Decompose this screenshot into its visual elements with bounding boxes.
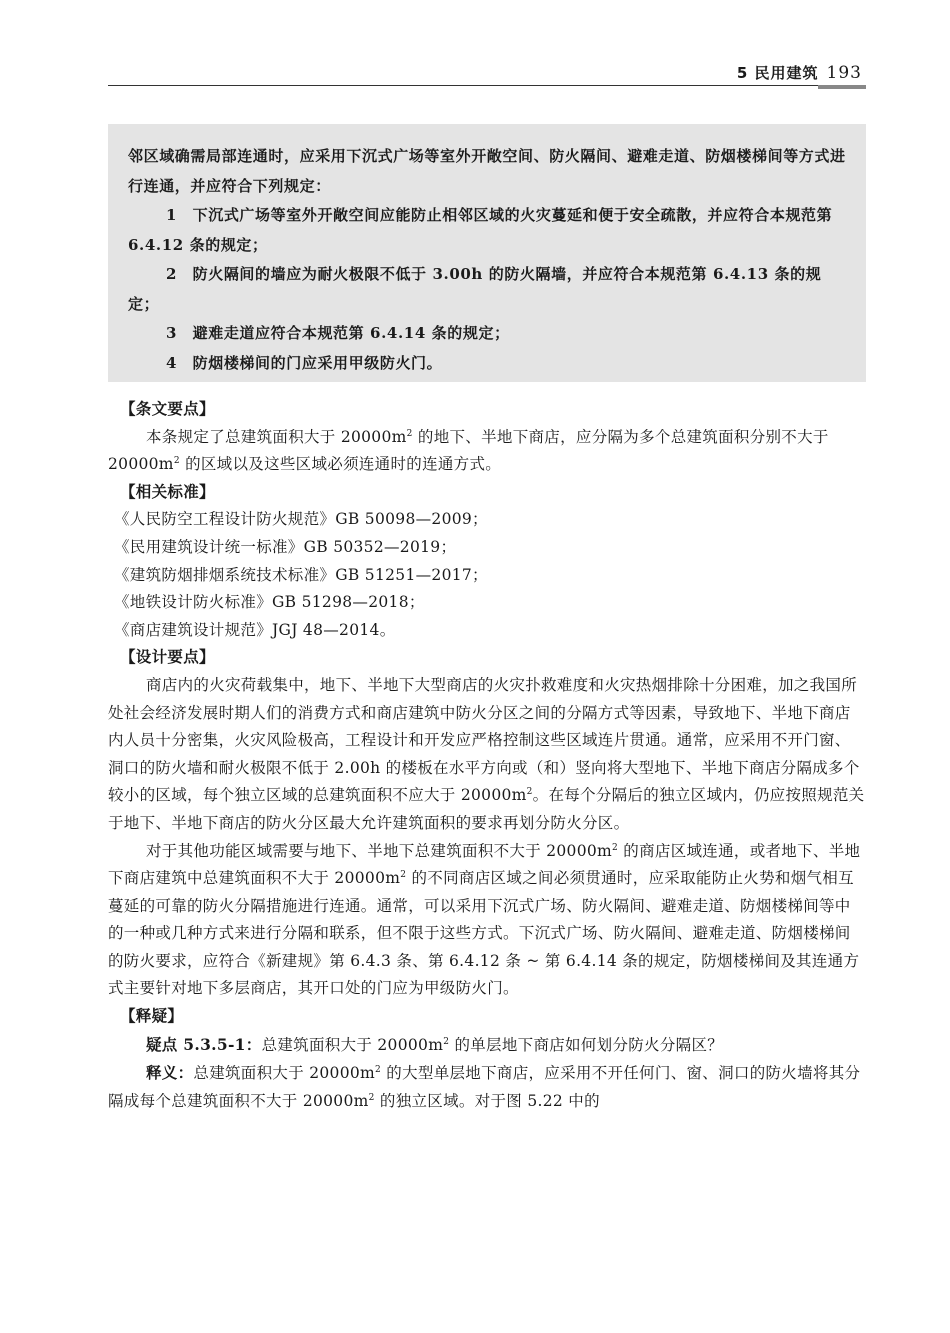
- page-number: 193: [826, 63, 862, 83]
- clause-item-2: 2 防火隔间的墙应为耐火极限不低于 3.00h 的防火隔墙，并应符合本规范第 6.4.13 条的规定；: [128, 265, 822, 313]
- chapter-title: 5 民用建筑: [736, 64, 819, 82]
- standard-item: 《地铁设计防火标准》GB 51298—2018；: [114, 593, 425, 612]
- answer-paragraph: 释义：总建筑面积大于 $20000m^2$ 的大型单层地下商店，应采用不开任何门、窗、洞口的防火墙将其分隔成每个总建筑面积不大于 $20000m^2$ 的独立区域。对于图 5.22 中的: [108, 1063, 861, 1110]
- section-title-design: 【设计要点】: [120, 648, 215, 667]
- standard-item: 《人民防空工程设计防火规范》GB 50098—2009；: [114, 510, 488, 529]
- clause-item-1: 1 下沉式广场等室外开敞空间应能防止相邻区域的火灾蔓延和便于安全疏散，并应符合本规范第 6.4.12 条的规定；: [128, 206, 833, 254]
- section-title-qa: 【释疑】: [120, 1007, 184, 1026]
- commentary-body: [108, 396, 866, 1115]
- standard-item: 《商店建筑设计规范》JGJ 48—2014。: [114, 620, 396, 639]
- clause-item-4: 4 防烟楼梯间的门应采用甲级防火门。: [166, 353, 443, 372]
- clause-line: 邻区域确需局部连通时，应采用下沉式广场等室外开敞空间、防火隔间、避难走道、防烟楼梯间等方式进行连通，并应符合下列规定：: [128, 147, 846, 195]
- clause-item-3: 3 避难走道应符合本规范第 6.4.14 条的规定；: [166, 324, 510, 342]
- running-header: [108, 60, 866, 86]
- standard-item: 《建筑防烟排烟系统技术标准》GB 51251—2017；: [114, 565, 488, 584]
- header-rule: [108, 85, 866, 86]
- question-paragraph: 疑点 5.3.5-1：总建筑面积大于 $20000m^2$ 的单层地下商店如何划分防火分隔区？: [146, 1034, 724, 1054]
- header-accent-bar: [818, 85, 866, 89]
- section-title-related: 【相关标准】: [120, 482, 215, 501]
- clause-text-box: [108, 124, 866, 382]
- standard-item: 《民用建筑设计统一标准》GB 50352—2019；: [114, 537, 457, 556]
- section-title-key-points: 【条文要点】: [120, 400, 215, 418]
- header-text: [737, 62, 862, 83]
- key-points-paragraph: 本条规定了总建筑面积大于 $20000m^2$ 的地下、半地下商店，应分隔为多个总建筑面积分别不大于 $20000m^2$ 的区域以及这些区域必须连通时的连通方式。: [108, 427, 829, 474]
- design-paragraph-2: 对于其他功能区域需要与地下、半地下总建筑面积不大于 $20000m^2$ 的商店区域连通，或者地下、半地下商店建筑中总建筑面积不大于 $20000m^2$ 的不同商店区域之间必须贯通时，应采取能防止火势和烟气相互蔓延的可靠的防火分隔措施进行连通。通常，可以采用下沉式广场、防火隔间、避难走道、防烟楼梯间等中的一种或几种方式来进行分隔和联系，但不限于这些方式。下沉式广场、防火隔间、避难走道、防烟楼梯间的防火要求，应符合《新建规》第 6.4.3 条、第 6.4.12 条 ~ 第 6.4.14 条的规定，防烟楼梯间及其连通方式主要针对地下多层商店，其开口处的门应为甲级防火门。: [108, 841, 861, 998]
- design-paragraph-1: 商店内的火灾荷载集中，地下、半地下大型商店的火灾扑救难度和火灾热烟排除十分困难，加之我国所处社会经济发展时期人们的消费方式和商店建筑中防火分区之间的分隔方式等因素，导致地下、半地下商店内人员十分密集，火灾风险极高，工程设计和开发应严格控制这些区域连片贯通。通常，应采用不开门窗、洞口的防火墙和耐火极限不低于 2.00h 的楼板在水平方向或（和）竖向将大型地下、半地下商店分隔成多个较小的区域，每个独立区域的总建筑面积不应大于 $20000m^2$。在每个分隔后的独立区域内，仍应按照规范关于地下、半地下商店的防火分区最大允许建筑面积的要求再划分防火分区。: [108, 675, 865, 832]
